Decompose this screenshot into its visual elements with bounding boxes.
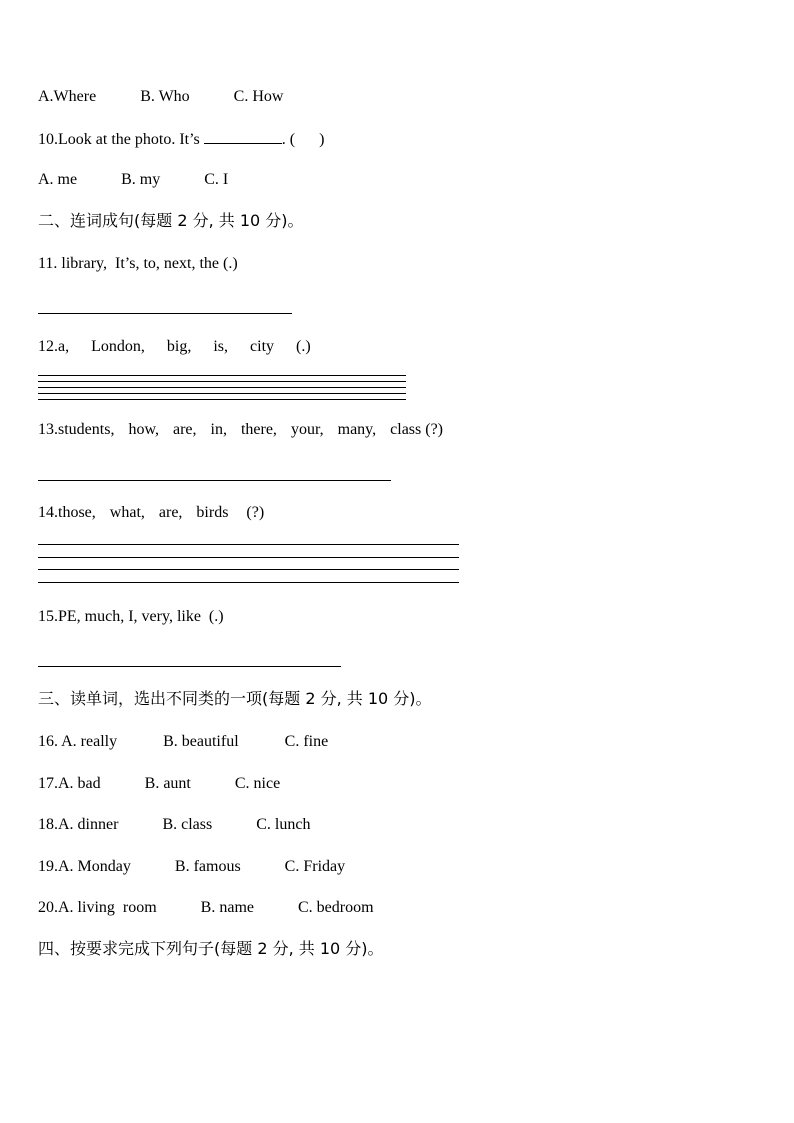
answer-line[interactable]	[38, 666, 341, 667]
option-b: B. name	[200, 899, 254, 916]
option-b: B. Who	[140, 88, 190, 105]
word: birds	[196, 504, 229, 521]
question-words: PE, much, I, very, like (.)	[58, 608, 224, 625]
question-12	[38, 337, 311, 357]
option-a: A.Where	[38, 88, 97, 105]
word: many,	[337, 421, 377, 438]
question-number: 17.	[38, 775, 58, 792]
answer-line[interactable]	[38, 393, 406, 394]
question-text: Look at the photo. It’s	[58, 131, 204, 148]
word: there,	[240, 421, 277, 438]
question-18	[38, 815, 310, 835]
question-number: 12.	[38, 338, 58, 355]
option-a: A. me	[38, 171, 78, 188]
question-number: 13.	[38, 421, 58, 438]
answer-line[interactable]	[38, 381, 406, 382]
answer-line[interactable]	[38, 399, 406, 400]
question-number: 20.	[38, 899, 58, 916]
word: students,	[58, 421, 115, 438]
option-c: C. lunch	[256, 816, 311, 833]
q10-options	[38, 170, 228, 190]
option-c: C. bedroom	[298, 899, 374, 916]
option-b: B. beautiful	[163, 733, 239, 750]
question-10	[38, 129, 324, 150]
answer-line[interactable]	[38, 387, 406, 388]
option-a: A. really	[58, 733, 118, 750]
word: a,	[58, 338, 70, 355]
option-c: C. nice	[234, 775, 281, 792]
option-b: B. famous	[174, 858, 241, 875]
option-a: A. bad	[58, 775, 101, 792]
q9-options	[38, 87, 283, 107]
option-c: C. How	[233, 88, 284, 105]
option-c: C. I	[204, 171, 229, 188]
word: (.)	[296, 338, 311, 355]
word: in,	[210, 421, 227, 438]
answer-line[interactable]	[38, 544, 459, 545]
word: what,	[109, 504, 145, 521]
answer-line[interactable]	[38, 569, 459, 570]
question-11	[38, 254, 238, 274]
question-15	[38, 607, 224, 627]
question-14	[38, 503, 264, 523]
section-4-title: 四、按要求完成下列句子(每题 2 分, 共 10 分)。	[38, 939, 384, 958]
word: those,	[58, 504, 96, 521]
answer-line[interactable]	[38, 313, 292, 314]
option-c: C. Friday	[284, 858, 346, 875]
question-number: 10.	[38, 131, 58, 148]
word: big,	[166, 338, 192, 355]
word: London,	[91, 338, 145, 355]
question-16	[38, 732, 328, 752]
answer-blank[interactable]	[204, 129, 282, 144]
option-c: C. fine	[284, 733, 329, 750]
option-b: B. aunt	[144, 775, 191, 792]
word: (?)	[246, 504, 265, 521]
question-17	[38, 774, 280, 794]
answer-line[interactable]	[38, 375, 406, 376]
word: is,	[213, 338, 229, 355]
question-number: 18.	[38, 816, 58, 833]
word: how,	[128, 421, 159, 438]
answer-paren: . ( )	[281, 131, 325, 148]
word: are,	[172, 421, 197, 438]
question-number: 16.	[38, 733, 58, 750]
word: city	[250, 338, 275, 355]
answer-line[interactable]	[38, 557, 459, 558]
section-2-title: 二、连词成句(每题 2 分, 共 10 分)。	[38, 211, 304, 230]
question-number: 14.	[38, 504, 58, 521]
question-number: 11.	[38, 255, 58, 272]
question-19	[38, 857, 345, 877]
question-number: 19.	[38, 858, 58, 875]
option-b: B. my	[121, 171, 161, 188]
question-number: 15.	[38, 608, 58, 625]
question-13	[38, 420, 443, 440]
option-a: A. dinner	[58, 816, 119, 833]
answer-line[interactable]	[38, 480, 391, 481]
section-3-title: 三、读单词，选出不同类的一项(每题 2 分, 共 10 分)。	[38, 689, 432, 708]
word: class (?)	[390, 421, 443, 438]
word: your,	[290, 421, 324, 438]
question-20	[38, 898, 374, 918]
question-words: library, It’s, to, next, the (.)	[57, 255, 238, 272]
word: are,	[158, 504, 183, 521]
option-a: A. living room	[58, 899, 157, 916]
option-b: B. class	[162, 816, 213, 833]
option-a: A. Monday	[58, 858, 131, 875]
answer-line[interactable]	[38, 582, 459, 583]
